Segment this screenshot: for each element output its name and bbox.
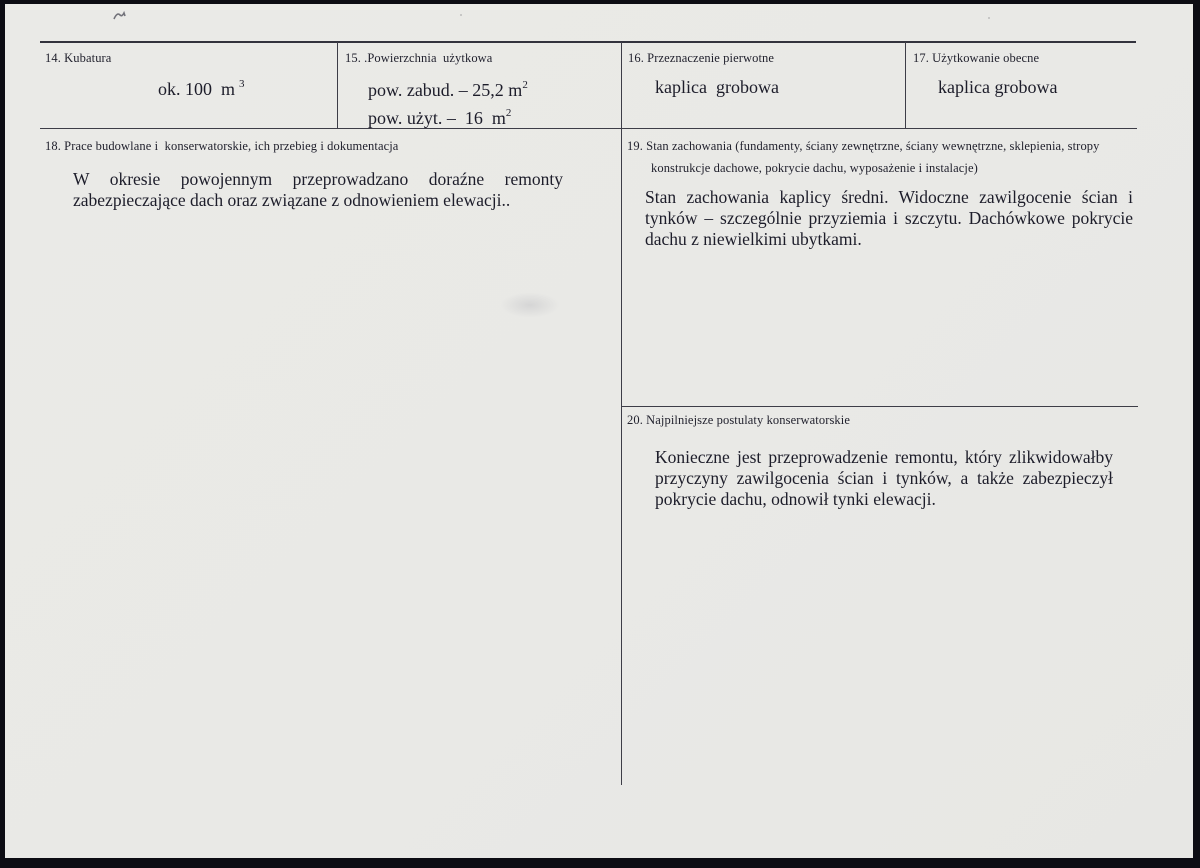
field15-row1-sup: 2 <box>522 79 528 91</box>
text-line: dachu z niewielkimi ubytkami. <box>645 229 862 249</box>
scan-speck <box>988 17 990 19</box>
field15-row2 <box>368 108 511 129</box>
field16-value: kaplica grobowa <box>655 77 779 97</box>
field14-label: 14. Kubatura <box>45 51 112 65</box>
field14-value-text: ok. 100 m <box>158 79 236 99</box>
divider-center <box>621 42 622 785</box>
table-rule-row1-bottom <box>40 128 1137 129</box>
field15-row2-sup: 2 <box>505 107 512 119</box>
text-line: Konieczne jest przeprowadzenie remontu, który zlikwidowałby <box>655 447 1113 467</box>
divider-14-15 <box>337 42 338 128</box>
field15-row1 <box>368 80 528 101</box>
text-line: W okresie powojennym przeprowadzano doraźne remonty <box>73 169 563 189</box>
text-line: przyczyny zawilgocenia ścian i tynków, a także zabezpieczył <box>655 468 1113 488</box>
text-line: zabezpieczające dach oraz związane z odnowieniem elewacji.. <box>73 190 511 210</box>
field17-label: 17. Użytkowanie obecne <box>913 51 1040 65</box>
table-rule-19-20 <box>621 406 1138 407</box>
field18-label: 18. Prace budowlane i konserwatorskie, ich przebieg i dokumentacja <box>45 139 399 153</box>
field14-value-sup: 3 <box>239 78 245 90</box>
field16-label: 16. Przeznaczenie pierwotne <box>628 51 775 65</box>
pen-mark <box>111 9 129 23</box>
field15-row1-text: pow. zabud. – 25,2 m <box>368 80 523 100</box>
paper-sheet <box>5 4 1193 858</box>
field17-value: kaplica grobowa <box>938 77 1058 97</box>
field15-label: 15. .Powierzchnia użytkowa <box>345 51 493 65</box>
text-line: pokrycie dachu, odnowił tynki elewacji. <box>655 489 936 509</box>
field14-value <box>158 79 245 100</box>
field18-text <box>73 169 563 211</box>
text-line: Stan zachowania kaplicy średni. Widoczne zawilgocenie ścian i <box>645 187 1133 207</box>
field20-label: 20. Najpilniejsze postulaty konserwatorskie <box>627 413 851 427</box>
text-line: tynków – szczególnie przyziemia i szczytu. Dachówkowe pokrycie <box>645 208 1133 228</box>
scan-smudge <box>500 292 560 318</box>
divider-16-17 <box>905 42 906 128</box>
field15-row2-text: pow. użyt. – 16 m <box>368 108 506 128</box>
scan-speck <box>460 14 462 16</box>
field19-label-line1: 19. Stan zachowania (fundamenty, ściany zewnętrzne, ściany wewnętrzne, sklepienia, stropy <box>627 139 1100 153</box>
field20-text <box>655 447 1113 510</box>
field19-text <box>645 187 1133 250</box>
field19-label-line2: konstrukcje dachowe, pokrycie dachu, wyposażenie i instalacje) <box>651 161 978 175</box>
table-border-top <box>40 41 1136 43</box>
